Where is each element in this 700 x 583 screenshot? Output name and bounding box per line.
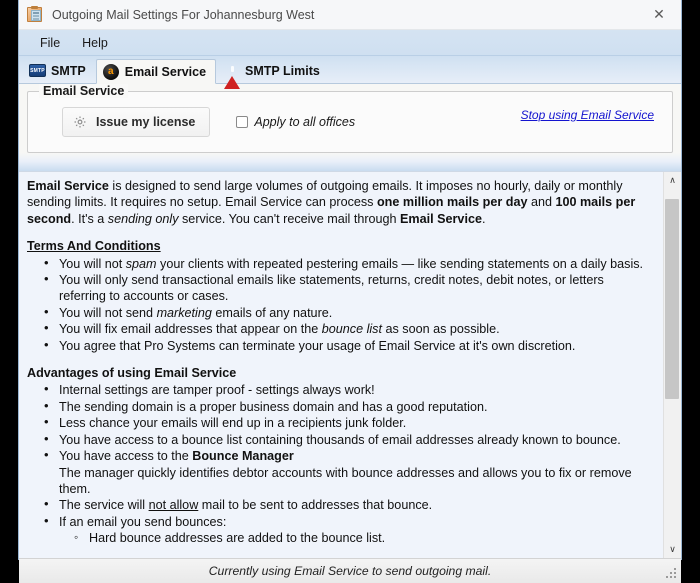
list-item (57, 256, 653, 272)
status-bar (19, 558, 681, 583)
intro-lead: Email Service (27, 179, 109, 193)
group-box-container (19, 84, 681, 153)
amazon-ses-icon (103, 63, 120, 80)
checkbox-box[interactable] (236, 116, 248, 128)
stop-using-email-service-link[interactable]: Stop using Email Service (520, 108, 654, 122)
text-run: If an email you send bounces: (59, 514, 227, 529)
vertical-scrollbar[interactable] (663, 172, 681, 558)
text-run: Internal settings are tamper proof - settings always work! (59, 383, 375, 398)
content-scroll-area (19, 171, 681, 558)
text-run: Hard bounce addresses are added to the bounce list. (89, 531, 386, 546)
menu-item-help[interactable]: Help (82, 35, 108, 50)
close-icon[interactable]: ✕ (653, 5, 665, 22)
apply-to-all-offices-checkbox[interactable] (236, 115, 355, 129)
tab-email-service[interactable] (96, 59, 216, 84)
gear-icon (73, 115, 87, 129)
text-run: your clients with repeated pestering emails — like sending statements on a daily basis. (156, 256, 644, 271)
intro-bold-3: Email Service (400, 211, 482, 226)
advantages-heading: Advantages of using Email Service (27, 366, 237, 381)
smtp-icon-label: SMTP (29, 64, 46, 77)
text-run: You have access to a bounce list containing thousands of email addresses already known to bounce. (59, 432, 621, 447)
scroll-down-arrow-icon[interactable]: ∨ (669, 543, 676, 554)
group-box-title: Email Service (39, 84, 128, 98)
application-window (18, 0, 682, 578)
email-service-description (19, 172, 663, 558)
list-item (57, 305, 653, 321)
scrollbar-thumb[interactable] (665, 199, 679, 399)
emphasis-italic: marketing (156, 305, 212, 320)
intro-text-2: and (527, 195, 556, 210)
smtp-icon (29, 62, 46, 79)
text-run: The sending domain is a proper business domain and has a good reputation. (59, 399, 488, 414)
resize-grip-icon[interactable] (666, 568, 678, 580)
list-item (57, 465, 653, 498)
list-item (57, 272, 653, 305)
sub-list (59, 530, 653, 546)
tab-email-service-label: Email Service (124, 64, 207, 79)
list-item (57, 432, 653, 448)
clipboard-icon (27, 6, 44, 23)
text-run: mail to be sent to addresses that bounce. (198, 498, 433, 513)
list-item (57, 382, 653, 398)
emphasis-bold: Bounce Manager (192, 449, 294, 464)
text-run: The manager quickly identifies debtor accounts with bounce addresses and allows you to fix or remove them. (59, 465, 632, 496)
intro-bold-2: 100 mails per second (27, 195, 636, 226)
list-item (57, 415, 653, 431)
menu-item-file[interactable]: File (40, 35, 61, 50)
list-item (57, 448, 653, 464)
scroll-up-arrow-icon[interactable]: ∧ (669, 175, 676, 185)
tab-smtp-limits-label: SMTP Limits (245, 63, 320, 78)
list-item (57, 497, 653, 513)
issue-my-license-button[interactable] (62, 107, 210, 137)
status-bar-text: Currently using Email Service to send outgoing mail. (208, 563, 492, 578)
email-service-group-box (27, 84, 673, 153)
text-run: You will fix email addresses that appear on the (59, 322, 322, 337)
terms-and-conditions-heading: Terms And Conditions (27, 239, 161, 254)
amazon-ses-icon-glyph: a (103, 64, 119, 80)
text-run: You will only send transactional emails like statements, returns, credit notes, debit notes, or letters referring to accounts or cases. (59, 273, 604, 304)
scrollbar-track[interactable] (664, 189, 681, 541)
tab-smtp-limits[interactable] (217, 58, 329, 83)
list-item (57, 514, 653, 547)
text-run: You agree that Pro Systems can terminate your usage of Email Service at it's own discretion. (59, 338, 576, 353)
tab-smtp[interactable] (23, 58, 95, 83)
window-title: Outgoing Mail Settings For Johannesburg West (52, 7, 315, 22)
list-item (57, 321, 653, 337)
intro-text-4: service. You can't receive mail through (178, 211, 401, 226)
panel-gradient-divider (19, 153, 681, 171)
list-item (87, 530, 653, 546)
emphasis-italic: spam (125, 256, 157, 271)
text-run: You will not send (59, 305, 157, 320)
text-run: as soon as possible. (381, 322, 500, 337)
terms-list (27, 256, 653, 354)
intro-text-1: is designed to send large volumes of outgoing emails. It imposes no hourly, daily or monthly sending limits. It requires no setup. Email Service can process (27, 179, 623, 210)
tab-bar (19, 56, 681, 84)
emphasis-italic: bounce list (321, 322, 382, 337)
list-item (57, 338, 653, 354)
apply-to-all-offices-label: Apply to all offices (254, 115, 356, 129)
intro-text-5: . (481, 211, 486, 226)
text-run: Less chance your emails will end up in a recipients junk folder. (59, 416, 407, 431)
text-run: You have access to the (59, 449, 193, 464)
advantages-list (27, 382, 653, 546)
client-area (19, 84, 681, 558)
intro-italic-1: sending only (107, 211, 179, 226)
text-run: emails of any nature. (211, 305, 333, 320)
intro-text-3: . It's a (71, 211, 108, 226)
list-item (57, 399, 653, 415)
tab-smtp-label: SMTP (51, 63, 86, 78)
emphasis-underline: not allow (148, 498, 199, 513)
menu-bar (19, 30, 681, 56)
title-bar (19, 0, 681, 30)
text-run: The service will (59, 498, 149, 513)
issue-my-license-label: Issue my license (96, 115, 196, 129)
warning-triangle-icon (223, 62, 240, 79)
intro-paragraph (27, 178, 653, 227)
text-run: You will not (59, 256, 126, 271)
intro-bold-1: one million mails per day (376, 195, 528, 210)
